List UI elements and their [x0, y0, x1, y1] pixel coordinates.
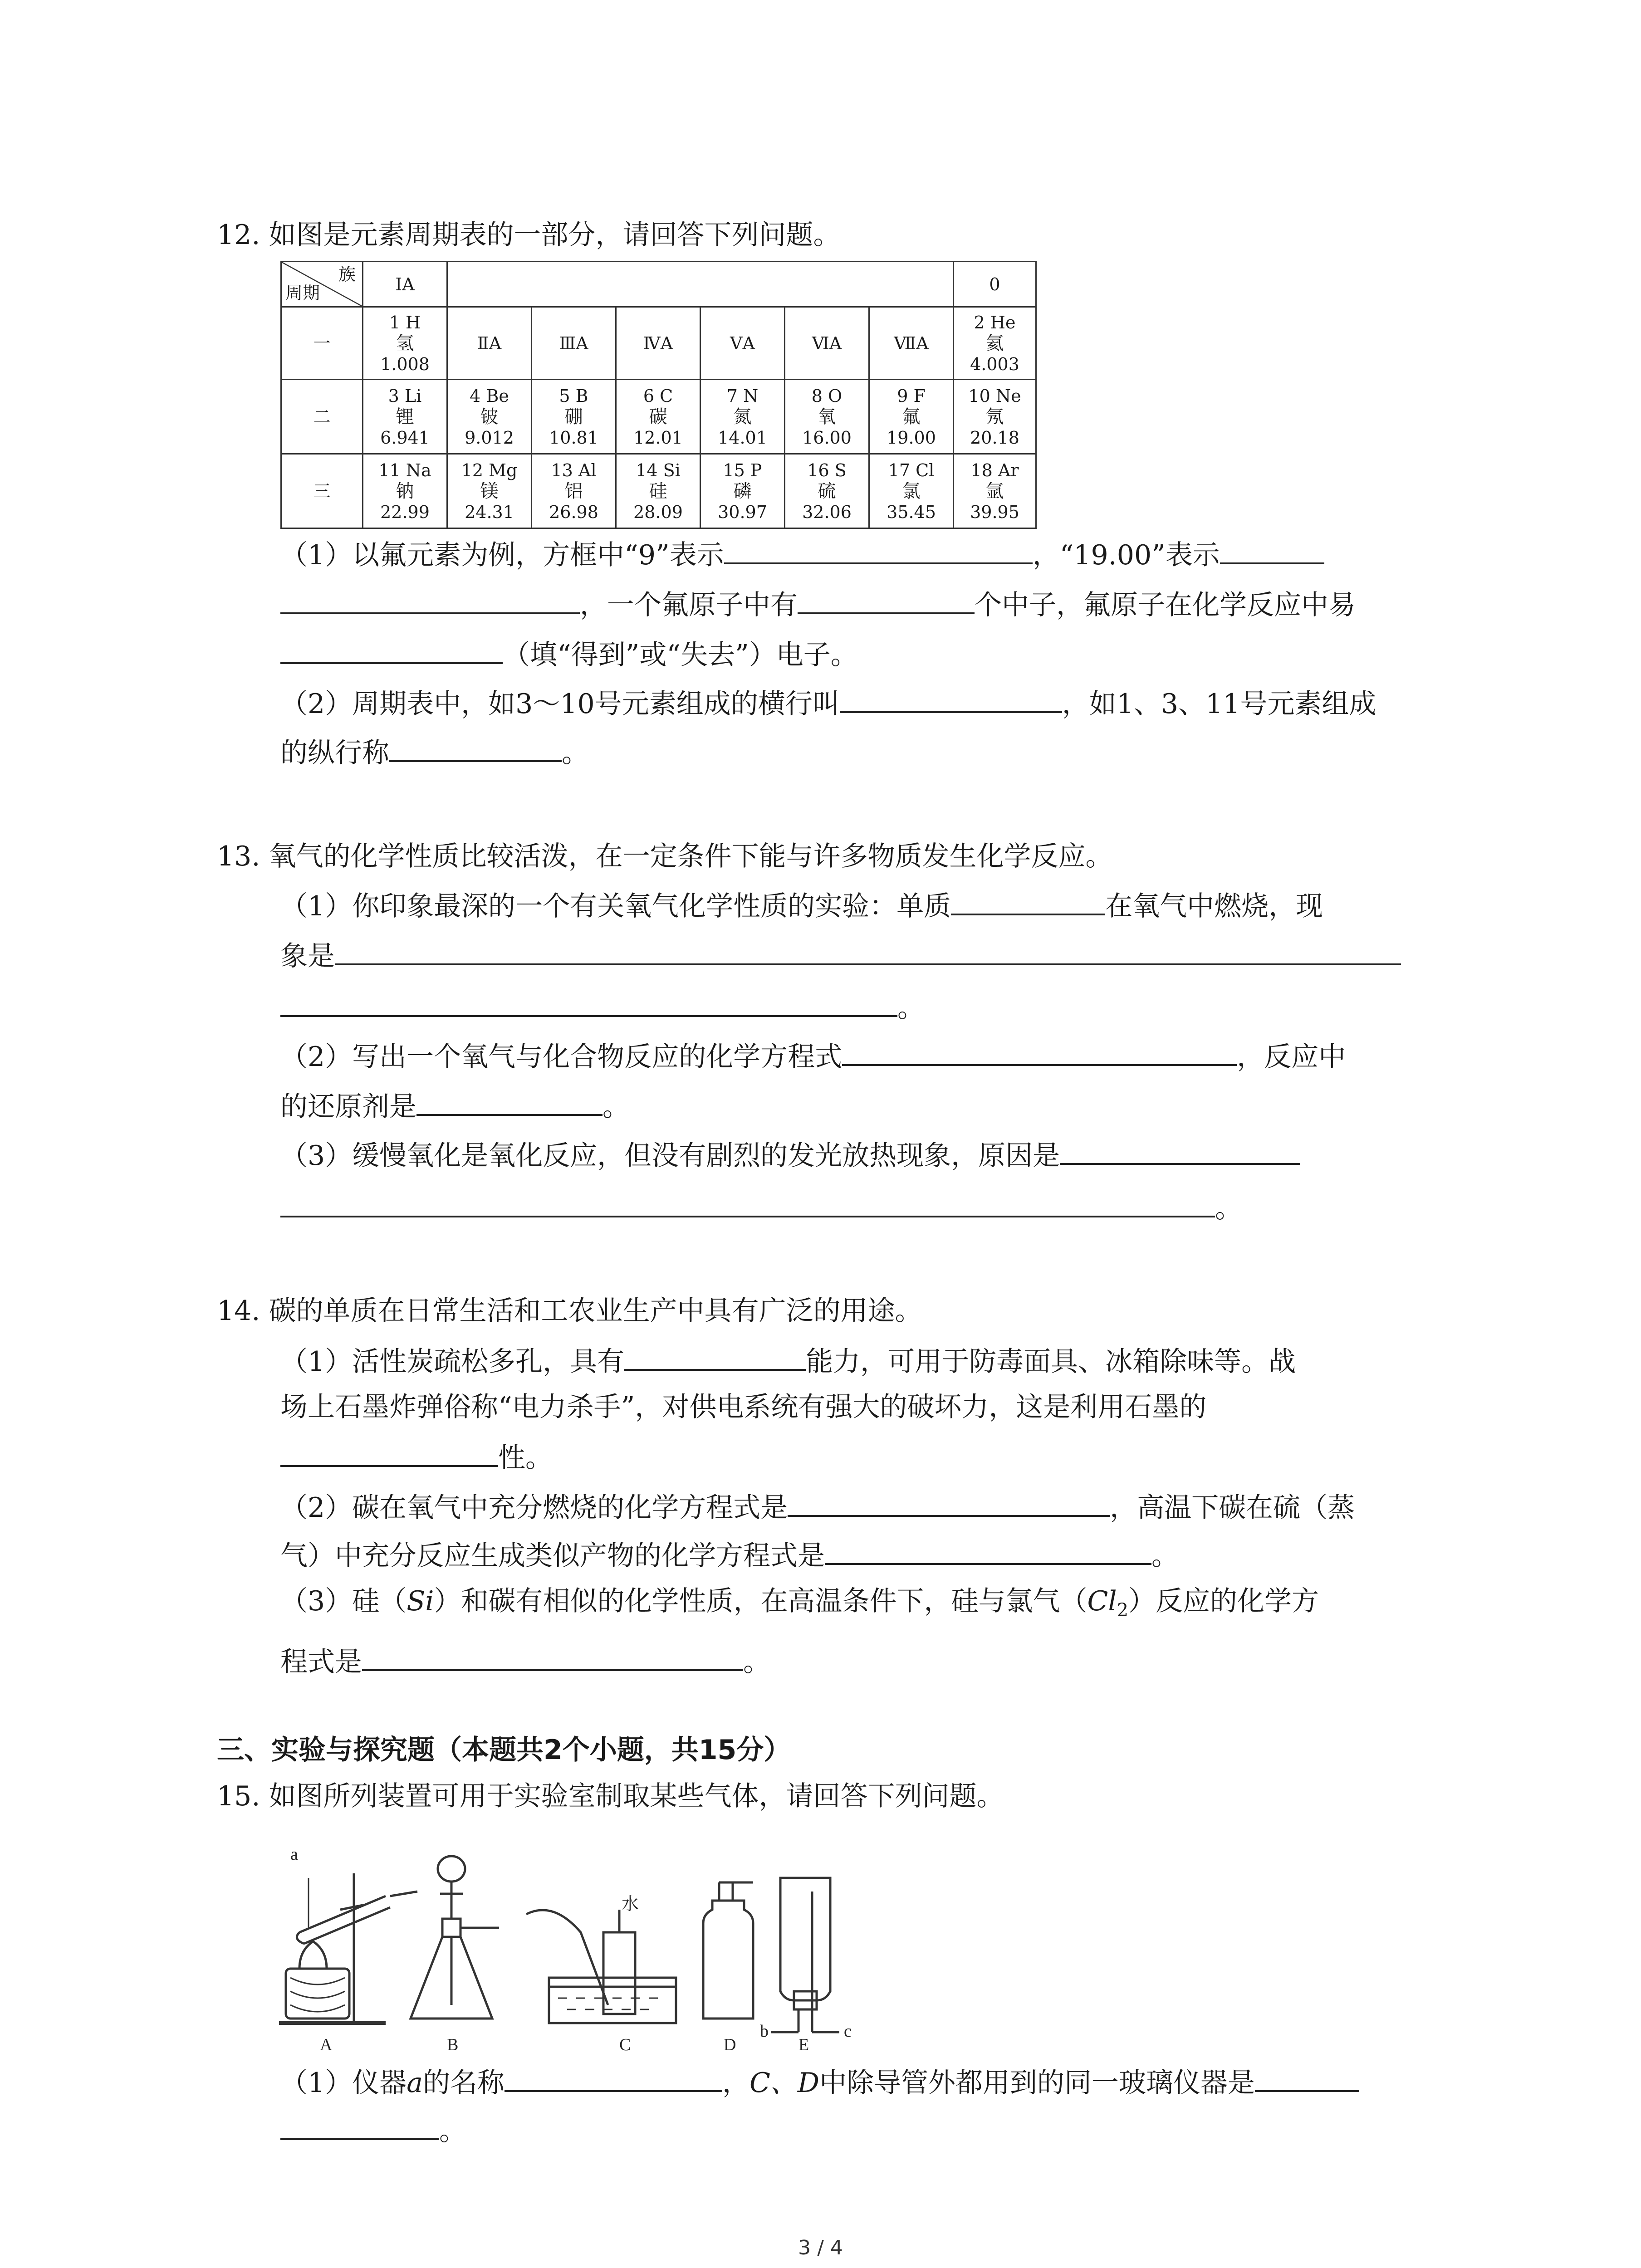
lab-apparatus-figure: [272, 1842, 935, 2055]
element-cell: 6 C 碳 12.01: [616, 380, 700, 454]
corner-period-label: 周期: [285, 283, 320, 303]
period-label: 三: [281, 454, 363, 528]
element-cell: 16 S 硫 32.06: [785, 454, 869, 528]
group-header: ⅣA: [616, 307, 700, 380]
apparatus-D: [703, 1882, 753, 2019]
element-cell: 14 Si 硅 28.09: [616, 454, 700, 528]
label-B: B: [447, 2035, 459, 2054]
element-cell: 3 Li 锂 6.941: [363, 380, 447, 454]
element-cell: 17 Cl 氯 35.45: [869, 454, 954, 528]
corner-group-label: 族: [338, 264, 356, 284]
element-cell: 10 Ne 氖 20.18: [954, 380, 1036, 454]
element-cell: 15 P 磷 30.97: [700, 454, 785, 528]
q12-part2-line2: 的纵行称 。: [280, 733, 589, 771]
element-cell: 4 Be 铍 9.012: [447, 380, 532, 454]
answer-blank[interactable]: [280, 585, 580, 614]
element-cell: 7 N 氮 14.01: [700, 380, 785, 454]
periodic-table: [280, 261, 1035, 528]
answer-blank[interactable]: [416, 1087, 603, 1116]
q13-part1-line3: 。: [280, 988, 925, 1026]
q12-stem: 12. 如图是元素周期表的一部分，请回答下列问题。: [217, 219, 841, 251]
element-cell: 13 Al 铝 26.98: [532, 454, 616, 528]
apparatus-names: C、D: [749, 2067, 819, 2099]
q14-part1-line2: 场上石墨炸弹俗称“电力杀手”，对供电系统有强大的破坏力，这是利用石墨的: [280, 1391, 1207, 1423]
subscript: 2: [1117, 1600, 1129, 1621]
q14-part3-line1: （3）硅（Si）和碳有相似的化学性质，在高温条件下，硅与氯气$(Cl_2)$反应的化学方: [280, 1585, 1319, 1621]
answer-blank[interactable]: [280, 1438, 498, 1467]
group-header-0: 0: [954, 262, 1036, 307]
answer-blank[interactable]: [280, 635, 503, 664]
answer-blank[interactable]: [798, 585, 975, 614]
answer-blank[interactable]: [788, 1488, 1110, 1517]
apparatus-C: [526, 1910, 676, 2023]
answer-blank[interactable]: [825, 1536, 1151, 1565]
element-cell-H: 1 H 氢 1.008: [363, 307, 447, 380]
q13-part3-line1: （3）缓慢氧化是氧化反应，但没有剧烈的发光放热现象，原因是: [280, 1136, 1300, 1174]
q14-part1-line1: （1）活性炭疏松多孔，具有 能力，可用于防毒面具、冰箱除味等。战: [280, 1342, 1296, 1380]
answer-blank[interactable]: [842, 1037, 1237, 1066]
answer-blank[interactable]: [389, 733, 562, 762]
group-header: ⅢA: [532, 307, 616, 380]
table-corner: [281, 262, 363, 307]
silicon-symbol: Si: [407, 1585, 434, 1617]
period-label: 一: [281, 307, 363, 380]
answer-blank[interactable]: [362, 1642, 743, 1671]
q12-part1-line3: （填“得到”或“失去”）电子。: [280, 635, 858, 673]
q12-part2-line1: （2）周期表中，如3～10号元素组成的横行叫 ，如1、3、11号元素组成: [280, 684, 1376, 722]
answer-blank[interactable]: [1060, 1136, 1300, 1165]
label-A: A: [320, 2035, 333, 2054]
answer-blank[interactable]: [280, 2111, 439, 2140]
label-E: E: [798, 2035, 809, 2054]
answer-blank[interactable]: [280, 988, 897, 1017]
group-header: ⅤA: [700, 307, 785, 380]
q13-part1-line1: （1）你印象最深的一个有关氧气化学性质的实验：单质 在氧气中燃烧，现: [280, 886, 1323, 924]
q12-part1-line1: （1）以氟元素为例，方框中“9”表示 ，“19.00”表示: [280, 535, 1324, 573]
label-D: D: [724, 2035, 736, 2054]
element-cell: 8 O 氧 16.00: [785, 380, 869, 454]
q15-part1-line2: 。: [280, 2111, 466, 2149]
element-cell: 18 Ar 氩 39.95: [954, 454, 1036, 528]
q13-part1-line2: 象是: [280, 936, 1401, 974]
answer-blank[interactable]: [280, 1188, 1215, 1217]
answer-blank[interactable]: [1255, 2063, 1359, 2092]
q15-part1-line1: （1）仪器a的名称 ，C、D中除导管外都用到的同一玻璃仪器是: [280, 2063, 1359, 2101]
q14-part1-line3: 性。: [280, 1438, 553, 1476]
answer-blank[interactable]: [840, 684, 1062, 713]
element-cell: 12 Mg 镁 24.31: [447, 454, 532, 528]
element-cell: 11 Na 钠 22.99: [363, 454, 447, 528]
answer-blank[interactable]: [951, 886, 1105, 915]
element-cell: 9 F 氟 19.00: [869, 380, 954, 454]
label-b: b: [760, 2022, 769, 2041]
answer-blank[interactable]: [724, 535, 1033, 564]
group-header: ⅦA: [869, 307, 954, 380]
label-a: a: [290, 1845, 298, 1864]
answer-blank[interactable]: [335, 936, 1401, 965]
group-header: ⅡA: [447, 307, 532, 380]
label-c: c: [844, 2022, 852, 2041]
q13-part2-line1: （2）写出一个氧气与化合物反应的化学方程式 ，反应中: [280, 1037, 1346, 1075]
q12-part1-line2: ，一个氟原子中有 个中子，氟原子在化学反应中易: [280, 585, 1356, 623]
q14-stem: 14. 碳的单质在日常生活和工农业生产中具有广泛的用途。: [217, 1295, 922, 1327]
instrument-variable: a: [407, 2067, 423, 2099]
label-C: C: [619, 2035, 631, 2054]
q13-part3-line2: 。: [280, 1188, 1242, 1227]
answer-blank[interactable]: [624, 1342, 806, 1371]
q14-part2-line2: 气）中充分反应生成类似产物的化学方程式是 。: [280, 1536, 1179, 1574]
answer-blank[interactable]: [1220, 535, 1324, 564]
q13-stem: 13. 氧气的化学性质比较活泼，在一定条件下能与许多物质发生化学反应。: [217, 841, 1113, 872]
period-label: 二: [281, 380, 363, 454]
answer-blank[interactable]: [505, 2063, 722, 2092]
chlorine-symbol: Cl: [1087, 1585, 1117, 1617]
section-heading: 三、实验与探究题（本题共2个小题，共15分）: [217, 1734, 791, 1766]
apparatus-E: [771, 1878, 839, 2032]
group-header-IA: ⅠA: [363, 262, 447, 307]
q15-stem: 15. 如图所列装置可用于实验室制取某些气体，请回答下列问题。: [217, 1780, 1004, 1812]
group-header: ⅥA: [785, 307, 869, 380]
q13-part2-line2: 的还原剂是 。: [280, 1087, 630, 1125]
page-number: 3 / 4: [798, 2236, 843, 2259]
q14-part2-line1: （2）碳在氧气中充分燃烧的化学方程式是 ，高温下碳在硫（蒸: [280, 1488, 1355, 1526]
element-cell: 5 B 硼 10.81: [532, 380, 616, 454]
apparatus-A: [279, 1873, 417, 2023]
label-water: 水: [622, 1895, 639, 1914]
element-cell-He: 2 He 氦 4.003: [954, 307, 1036, 380]
q14-part3-line2: 程式是 。: [280, 1642, 770, 1680]
apparatus-B: [411, 1856, 499, 2019]
